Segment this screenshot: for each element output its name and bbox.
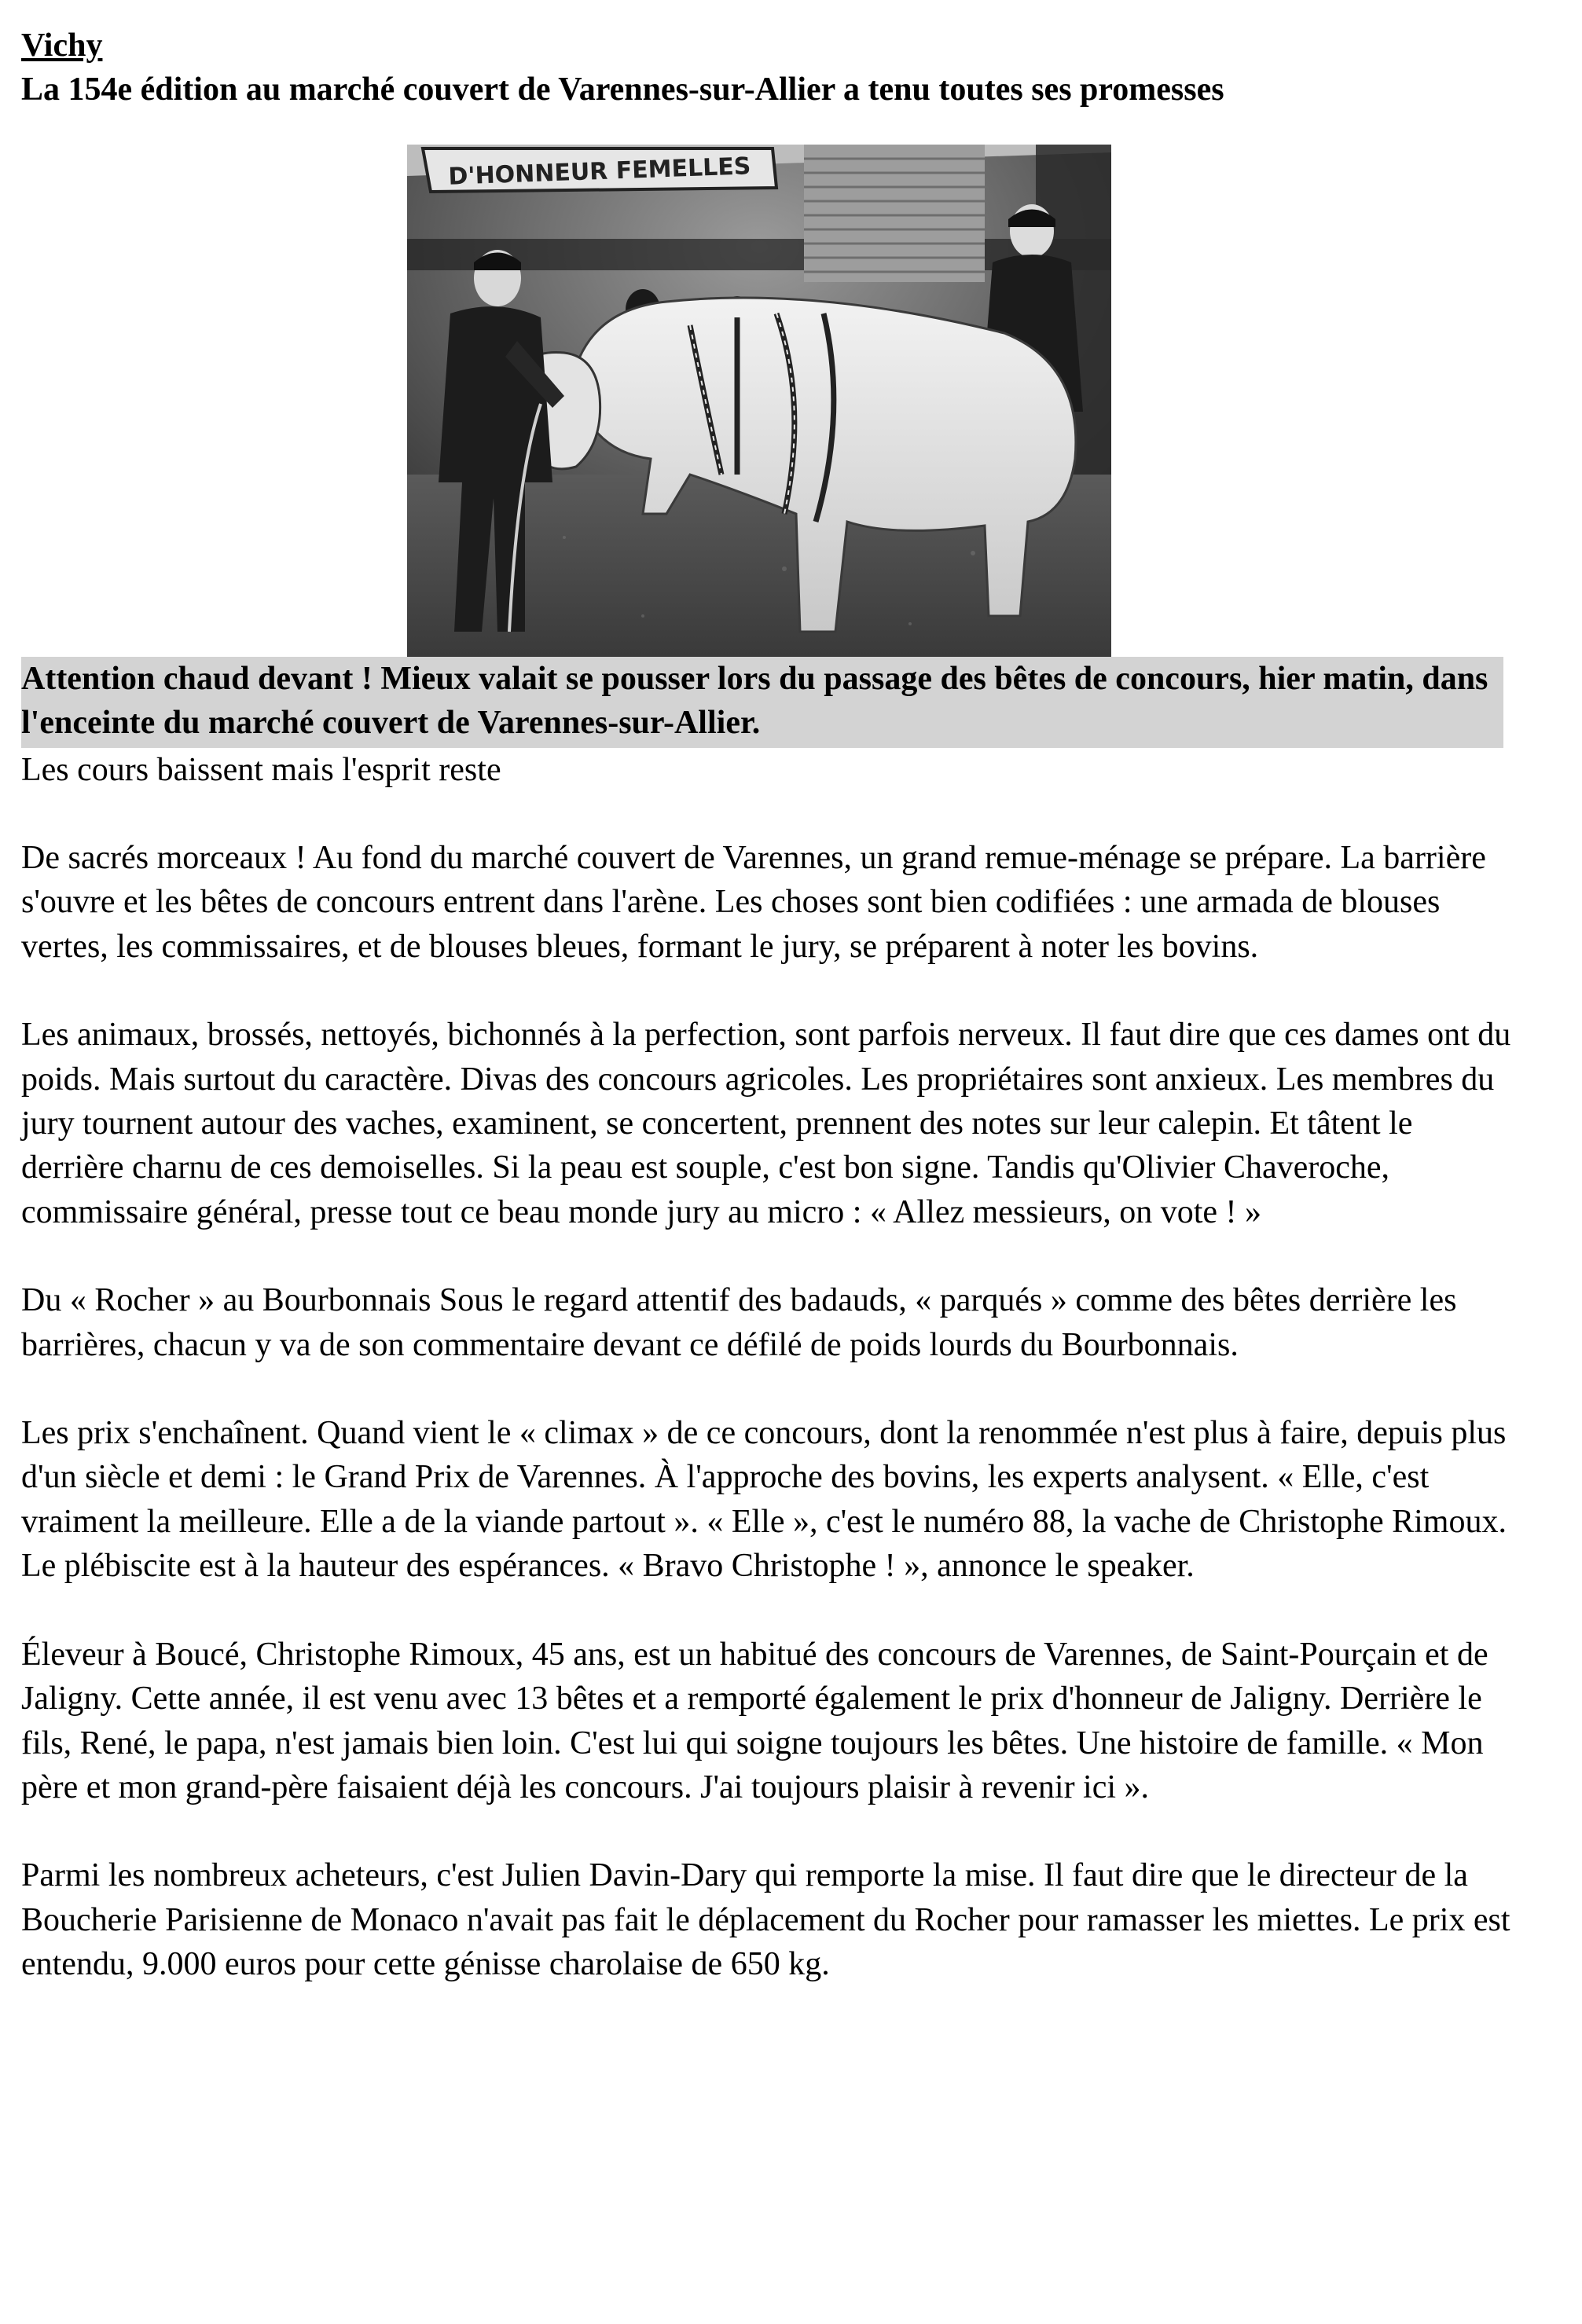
article-paragraph: Parmi les nombreux acheteurs, c'est Julien Davin-Dary qui remporte la mise. Il faut dire que le directeur de la Boucherie Parisienne de Monaco n'avait pas fait le déplacement du Rocher pour ramasser les miettes. Le prix est entendu, 9.000 euros pour cette génisse charolaise de 650 kg.	[21, 1857, 1510, 1983]
article-photo	[407, 145, 1111, 657]
article-paragraph: Du « Rocher » au Bourbonnais Sous le regard attentif des badauds, « parqués » comme des bêtes derrière les barrières, chacun y va de son commentaire devant ce défilé de poids lourds du Bourbonnais.	[21, 1282, 1457, 1363]
article-page	[21, 24, 1514, 1987]
article-headline: La 154e édition au marché couvert de Varennes-sur-Allier a tenu toutes ses promesses	[21, 71, 1224, 108]
section-title: Vichy	[21, 27, 103, 64]
article-paragraph: Éleveur à Boucé, Christophe Rimoux, 45 ans, est un habitué des concours de Varennes, de Saint-Pourçain et de Jaligny. Cette année, il est venu avec 13 bêtes et a remporté également le prix d'honneur de Jaligny. Derrière le fils, René, le papa, n'est jamais bien loin. C'est lui qui soigne toujours les bêtes. Une histoire de famille. « Mon père et mon grand-père faisaient déjà les concours. J'ai toujours plaisir à revenir ici ».	[21, 1636, 1488, 1805]
photo-banner-text: D'HONNEUR FEMELLES	[447, 152, 751, 191]
cattle-show-photo	[407, 145, 1111, 657]
photo-caption: Attention chaud devant ! Mieux valait se pousser lors du passage des bêtes de concours, hier matin, dans l'enceinte du marché couvert de Varennes-sur-Allier.	[21, 657, 1503, 748]
article-subhead: Les cours baissent mais l'esprit reste	[21, 752, 501, 788]
article-paragraph: Les prix s'enchaînent. Quand vient le « climax » de ce concours, dont la renommée n'est plus à faire, depuis plus d'un siècle et demi : le Grand Prix de Varennes. À l'approche des bovins, les experts analysent. « Elle, c'est vraiment la meilleure. Elle a de la viande partout ». « Elle », c'est le numéro 88, la vache de Christophe Rimoux. Le plébiscite est à la hauteur des espérances. « Bravo Christophe ! », annonce le speaker.	[21, 1415, 1507, 1585]
article-paragraph: Les animaux, brossés, nettoyés, bichonnés à la perfection, sont parfois nerveux. Il faut dire que ces dames ont du poids. Mais surtout du caractère. Divas des concours agricoles. Les propriétaires sont anxieux. Les membres du jury tournent autour des vaches, examinent, se concertent, prennent des notes sur leur calepin. Et tâtent le derrière charnu de ces demoiselles. Si la peau est souple, c'est bon signe. Tandis qu'Olivier Chaveroche, commissaire général, presse tout ce beau monde jury au micro : « Allez messieurs, on vote ! »	[21, 1017, 1511, 1230]
article-body	[21, 836, 1514, 1987]
article-paragraph: De sacrés morceaux ! Au fond du marché couvert de Varennes, un grand remue-ménage se prépare. La barrière s'ouvre et les bêtes de concours entrent dans l'arène. Les choses sont bien codifiées : une armada de blouses vertes, les commissaires, et de blouses bleues, formant le jury, se préparent à noter les bovins.	[21, 840, 1486, 965]
